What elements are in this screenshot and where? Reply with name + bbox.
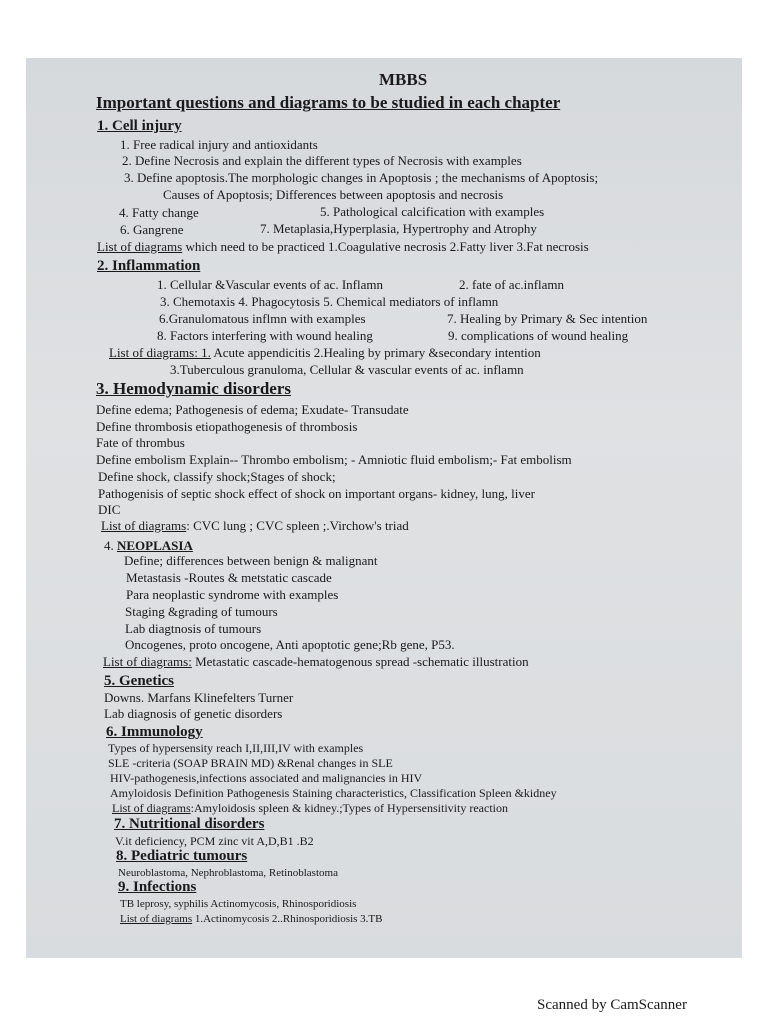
list-item: SLE -criteria (SOAP BRAIN MD) &Renal changes in SLE [108,756,393,770]
diagram-list-text: 1.Actinomycosis 2..Rhinosporidiosis 3.TB [192,913,383,925]
diagram-list-text: :Amyloidosis spleen & kidney.;Types of Hypersensitivity reaction [190,801,508,815]
doc-title: MBBS [379,70,428,89]
list-item: Pathogenisis of septic shock effect of shock on important organs- kidney, lung, liver [98,486,535,501]
list-item: 6. Gangrene [120,222,184,237]
section-heading-cell-injury: 1. Cell injury [97,118,182,134]
list-item: Define thrombosis etiopathogenesis of thrombosis [96,419,358,434]
doc-subtitle: Important questions and diagrams to be studied in each chapter [96,93,561,112]
diagram-list-label: List of diagrams [101,518,187,533]
section-heading-infections: 9. Infections [118,879,197,895]
list-item: 3. Define apoptosis.The morphologic changes in Apoptosis ; the mechanisms of Apoptosis; [124,170,599,185]
section-heading-genetics: 5. Genetics [104,673,174,689]
section-title: NEOPLASIA [117,538,193,553]
diagram-list-text: which need to be practiced 1.Coagulative necrosis 2.Fatty liver 3.Fat necrosis [182,239,589,254]
list-item: Fate of thrombus [96,435,185,450]
list-item: HIV-pathogenesis,infections associated and malignancies in HIV [110,771,423,785]
list-item: Define edema; Pathogenesis of edema; Exudate- Transudate [96,402,409,417]
diagram-list-label: List of diagrams: 1. [109,345,211,360]
list-item: V.it deficiency, PCM zinc vit A,D,B1 .B2 [115,834,314,848]
list-item: Para neoplastic syndrome with examples [126,587,339,602]
section-heading-inflammation: 2. Inflammation [97,258,201,274]
diagram-list [103,654,529,670]
diagram-list-text: Acute appendicitis 2.Healing by primary &secondary intention [210,345,541,360]
list-item: Define; differences between benign & malignant [124,553,378,568]
diagram-list-continued: 3.Tuberculous granuloma, Cellular & vascular events of ac. inflamn [170,362,524,377]
list-item: Causes of Apoptosis; Differences between apoptosis and necrosis [163,187,504,202]
diagram-list-label: List of diagrams [97,239,183,254]
list-item: Oncogenes, proto oncogene, Anti apoptotic gene;Rb gene, P53. [125,637,455,652]
list-item: Neuroblastoma, Nephroblastoma, Retinoblastoma [118,867,338,879]
section-number: 4. [104,538,117,553]
section-heading-neoplasia [104,538,193,554]
list-item: Staging &grading of tumours [125,604,278,619]
list-item: 7. Metaplasia,Hyperplasia, Hypertrophy and Atrophy [260,221,537,236]
diagram-list [101,518,409,534]
list-item: Lab diagtnosis of tumours [125,621,262,636]
diagram-list [120,911,382,927]
diagram-list-label: List of diagrams: [103,654,192,669]
scanner-watermark: Scanned by CamScanner [537,997,687,1013]
diagram-list-label: List of diagrams [112,801,191,815]
list-item: Define embolism Explain-- Thrombo embolism; - Amniotic fluid embolism;- Fat embolism [96,452,572,467]
list-item: Downs. Marfans Klinefelters Turner [104,690,294,705]
section-heading-hemodynamic: 3. Hemodynamic disorders [96,379,292,398]
diagram-list [109,345,541,361]
list-item: Define shock, classify shock;Stages of shock; [98,469,336,484]
diagram-list-label: List of diagrams [120,913,193,925]
list-item: 5. Pathological calcification with examples [320,204,545,219]
list-item: 4. Fatty change [119,205,199,220]
section-heading-pediatric: 8. Pediatric tumours [116,848,248,864]
section-heading-nutritional: 7. Nutritional disorders [114,816,265,832]
diagram-list [112,800,508,816]
list-item: Amyloidosis Definition Pathogenesis Staining characteristics, Classification Spleen &kidney [110,786,557,800]
diagram-list [97,239,589,255]
list-item: 8. Factors interfering with wound healing [157,328,373,343]
list-item: Metastasis -Routes & metstatic cascade [126,570,332,585]
list-item: DIC [98,502,121,517]
list-item: 1. Free radical injury and antioxidants [120,137,318,152]
list-item: Types of hypersensity reach I,II,III,IV with examples [108,741,364,755]
list-item: 9. complications of wound healing [448,328,629,343]
list-item: 3. Chemotaxis 4. Phagocytosis 5. Chemical mediators of inflamn [160,294,499,309]
list-item: 6.Granulomatous inflmn with examples [159,311,366,326]
list-item: 2. Define Necrosis and explain the different types of Necrosis with examples [122,153,522,168]
list-item: 7. Healing by Primary & Sec intention [447,311,648,326]
list-item: 1. Cellular &Vascular events of ac. Inflamn [157,277,383,292]
list-item: Lab diagnosis of genetic disorders [104,706,283,721]
list-item: 2. fate of ac.inflamn [459,277,565,292]
diagram-list-text: : CVC lung ; CVC spleen ;.Virchow's triad [186,518,409,533]
list-item: TB leprosy, syphilis Actinomycosis, Rhinosporidiosis [120,898,357,910]
diagram-list-text: Metastatic cascade-hematogenous spread -schematic illustration [191,654,529,669]
section-heading-immunology: 6. Immunology [106,724,203,740]
